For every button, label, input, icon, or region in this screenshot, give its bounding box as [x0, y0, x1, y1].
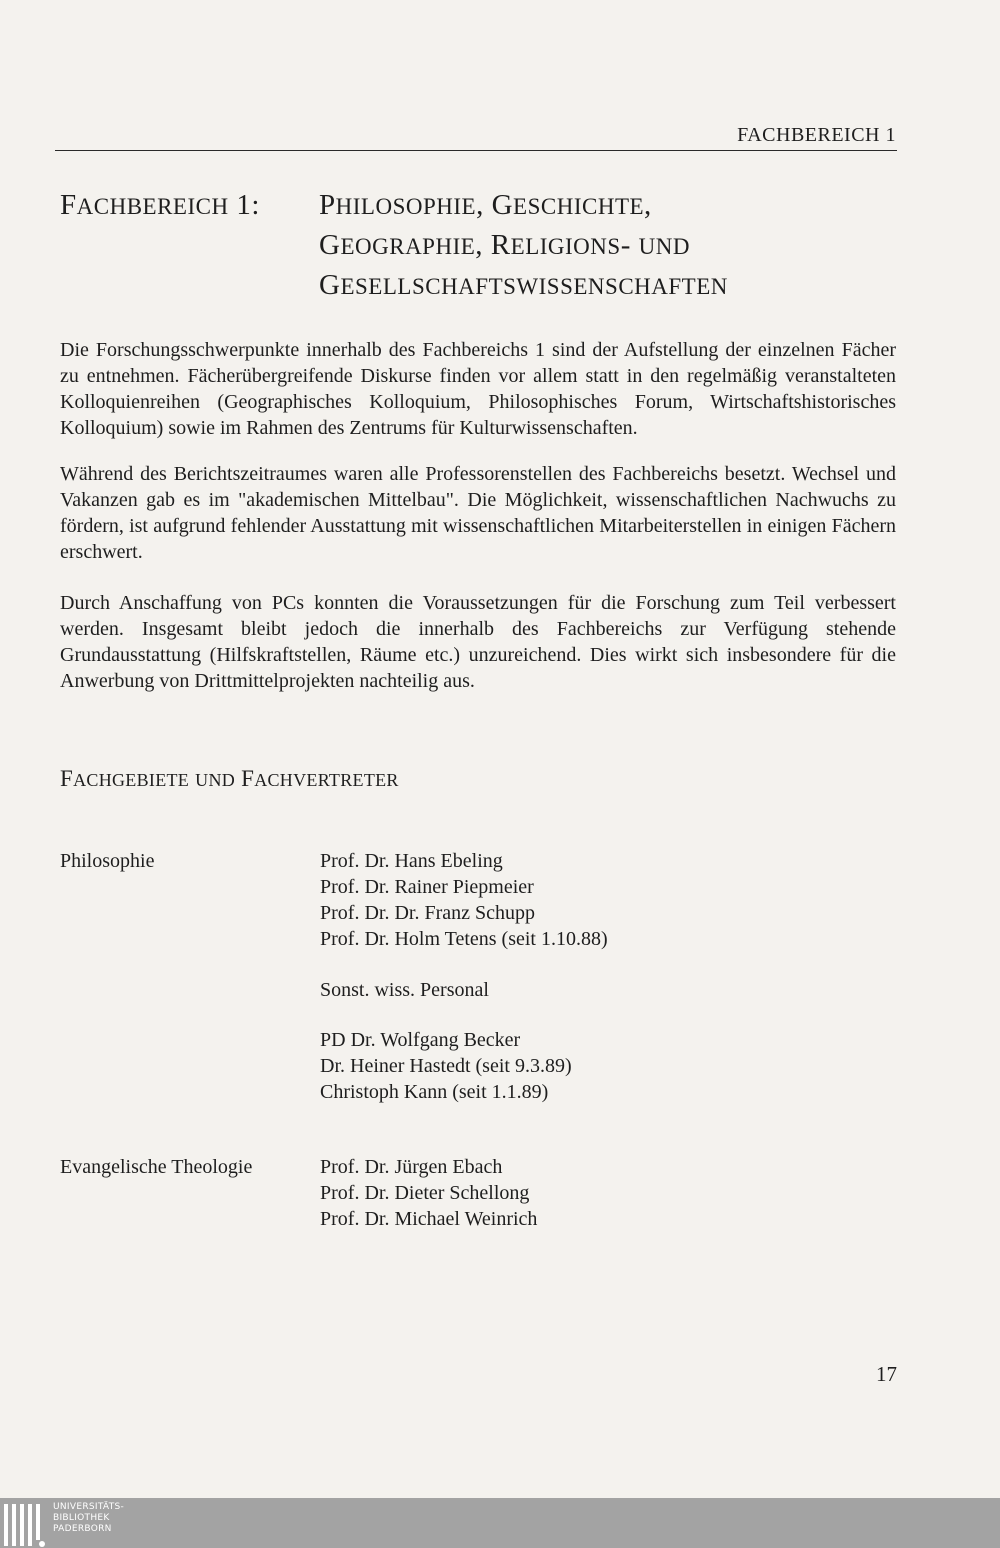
professor-name: Prof. Dr. Jürgen Ebach [320, 1156, 503, 1178]
professor-name: Prof. Dr. Hans Ebeling [320, 850, 503, 872]
body-paragraph: Während des Berichtszeitraumes waren alle Professorenstellen des Fachbereichs besetzt. Wechsel und Vakanzen gab es im "akademischen Mittelbau". Die Möglichkeit, wissenschaftlichen Nachwuchs zu fördern, ist aufgrund fehlender Ausstattung mit wissenschaftlichen Mitarbeiterstellen in einigen Fächern erschwert. [60, 463, 896, 563]
library-logo-text [53, 1502, 124, 1535]
chapter-label-number: 1: [228, 189, 260, 221]
library-logo-line: UNIVERSITÄTS- [53, 1502, 125, 1512]
chapter-heading-line [319, 266, 728, 306]
library-footer-bar [0, 1498, 1000, 1548]
chapter-heading-text: G [319, 229, 341, 261]
staff-name: Dr. Heiner Hastedt (seit 9.3.89) [320, 1055, 572, 1077]
professor-name: Prof. Dr. Dieter Schellong [320, 1182, 530, 1204]
field-label: Philosophie [60, 850, 155, 872]
chapter-heading-text: , [644, 189, 652, 221]
chapter-heading-text: HILOSOPHIE [335, 194, 477, 219]
chapter-heading-text: ELIGIONS [510, 234, 621, 259]
chapter-heading-text: ESELLSCHAFTSWISSENSCHAFTEN [340, 274, 728, 299]
chapter-heading-text: , [475, 229, 491, 261]
chapter-heading-text: G [491, 189, 514, 221]
section-title-text: F [60, 766, 74, 791]
professor-name: Prof. Dr. Holm Tetens (seit 1.10.88) [320, 928, 608, 950]
chapter-heading-line [319, 226, 728, 266]
chapter-heading [319, 186, 728, 306]
library-logo-icon [2, 1500, 46, 1548]
section-title [60, 766, 399, 792]
chapter-label [60, 186, 260, 226]
library-logo-line: BIBLIOTHEK [53, 1513, 110, 1523]
staff-name: PD Dr. Wolfgang Becker [320, 1029, 521, 1051]
chapter-heading-text: G [319, 269, 341, 301]
chapter-heading-text: UND [638, 234, 690, 259]
body-paragraph: Die Forschungsschwerpunkte innerhalb des Fachbereichs 1 sind der Aufstellung der einzelnen Fächer zu entnehmen. Fächerübergreifende Diskurse finden vor allem statt in den regelmäßig veranstalteten Kolloquienreihen (Geographisches Kolloquium, Philosophisches Forum, Wirtschaftshistorisches Kolloquium) sowie im Rahmen des Zentrums für Kulturwissenschaften. [60, 339, 896, 439]
chapter-heading-line [319, 186, 728, 226]
professor-name: Prof. Dr. Rainer Piepmeier [320, 876, 534, 898]
professor-list [320, 1154, 537, 1232]
staff-list [320, 1027, 572, 1105]
chapter-heading-text: , [476, 189, 492, 221]
section-title-text: F [241, 766, 255, 791]
chapter-label-rest: ACHBEREICH [76, 194, 229, 219]
section-title-text: ACHVERTRETER [254, 770, 399, 790]
body-paragraph: Durch Anschaffung von PCs konnten die Voraussetzungen für die Forschung zum Teil verbessert werden. Insgesamt bleibt jedoch die innerhalb des Fachbereichs zur Verfügung stehende Grundausstattung (Hilfskraftstellen, Räume etc.) unzureichend. Dies wirkt sich insbesondere für die Anwerbung von Drittmittelprojekten nachteilig aus. [60, 592, 896, 692]
chapter-heading-text: EOGRAPHIE [340, 234, 476, 259]
section-title-text: UND [195, 770, 236, 790]
staff-label: Sonst. wiss. Personal [320, 979, 489, 1001]
professor-name: Prof. Dr. Dr. Franz Schupp [320, 902, 535, 924]
chapter-heading-text: R [490, 229, 511, 261]
chapter-heading-text: - [620, 229, 639, 261]
header-rule [55, 150, 897, 151]
field-label: Evangelische Theologie [60, 1156, 253, 1178]
chapter-heading-text: P [319, 189, 336, 221]
section-title-text: ACHGEBIETE [73, 770, 190, 790]
page-number: 17 [876, 1362, 897, 1386]
staff-name: Christoph Kann (seit 1.1.89) [320, 1081, 549, 1103]
library-logo-line: PADERBORN [53, 1524, 112, 1534]
running-header: FACHBEREICH 1 [737, 124, 896, 146]
chapter-heading-text: ESCHICHTE [513, 194, 645, 219]
chapter-label-initial: F [60, 189, 77, 221]
professor-list [320, 848, 608, 952]
professor-name: Prof. Dr. Michael Weinrich [320, 1208, 538, 1230]
